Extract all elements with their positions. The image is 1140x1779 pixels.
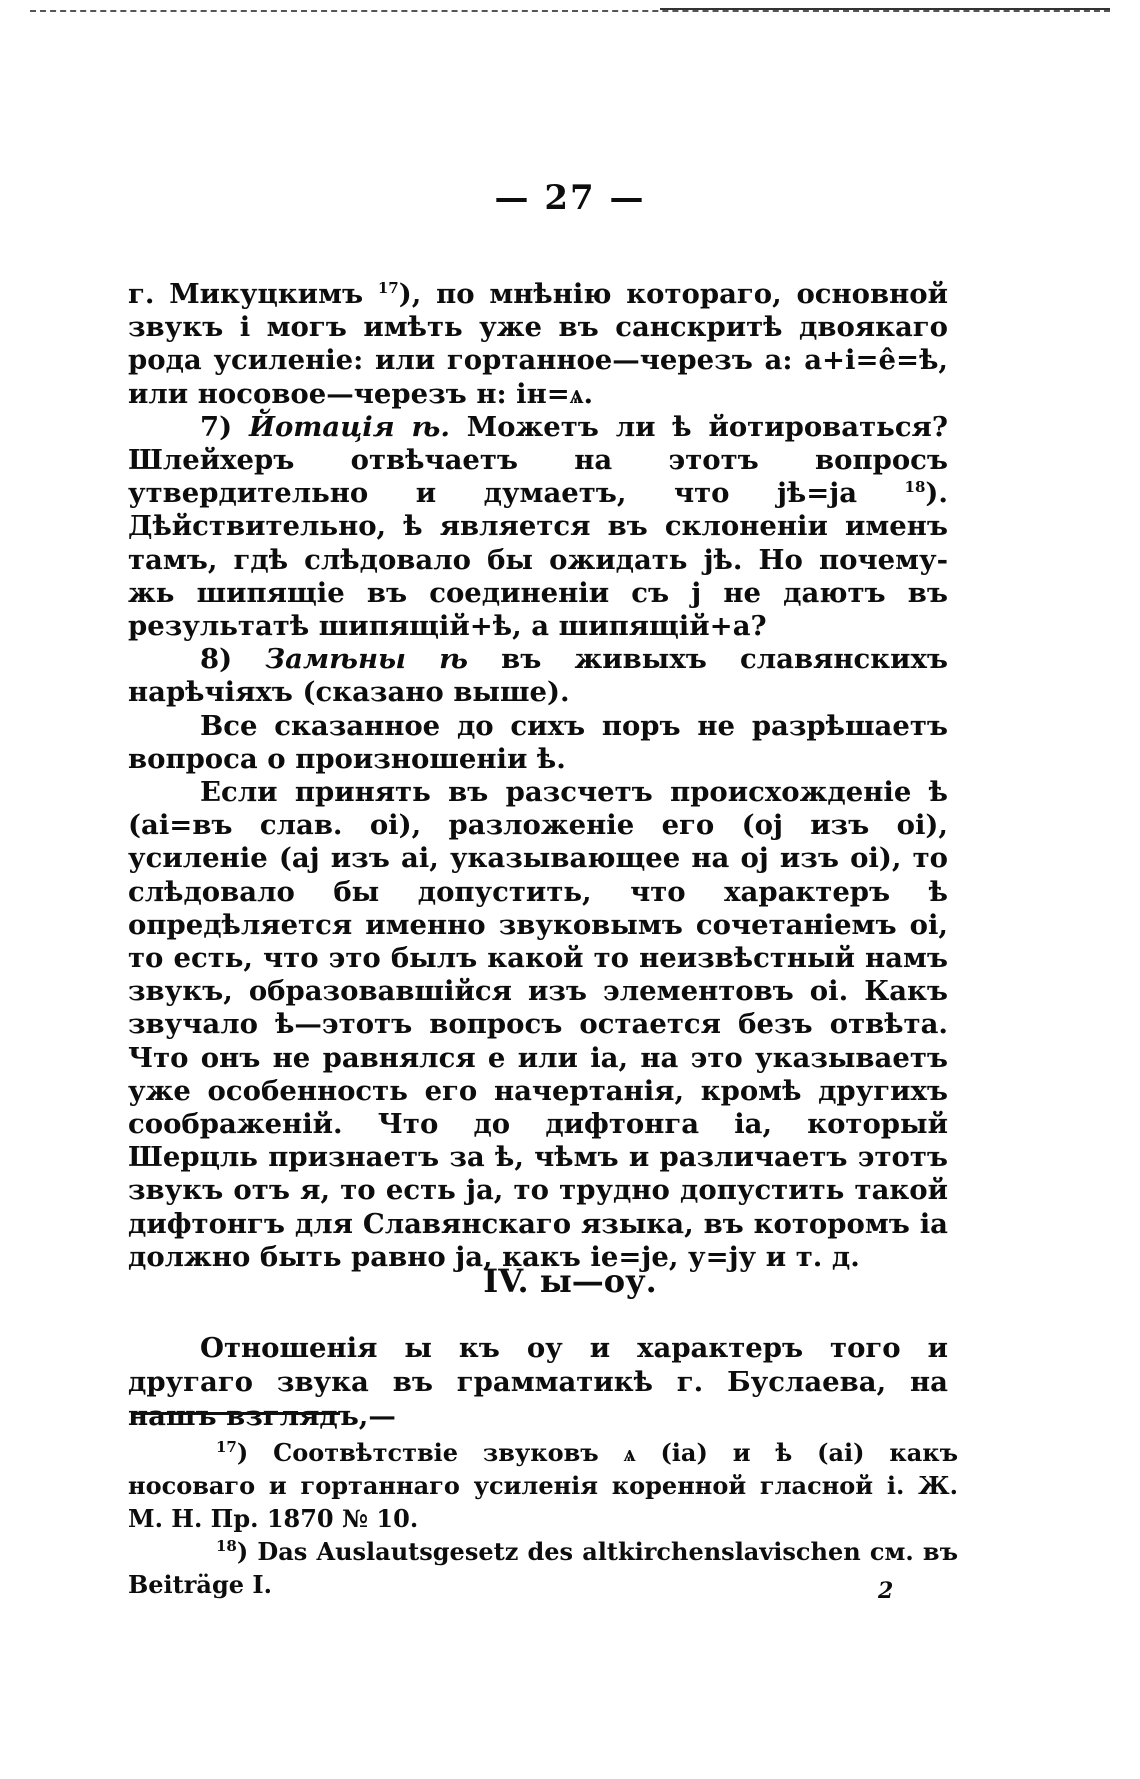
paragraph-continuation: г. Микуцкимъ $^{17}$), по мнѣнію котораго, основной звукъ і могъ имѣть уже въ санскритѣ двоякаго рода усиленіе: или гортанное—черезъ а: а+і=ê=ѣ, или носовое—черезъ н: ін=ѧ.: [128, 278, 949, 410]
top-dashed-rule: [30, 10, 1110, 12]
page-number: — 27 —: [494, 178, 646, 218]
section-heading: IV. ы—оу.: [483, 1262, 657, 1300]
paragraph-analysis: Если принять въ разсчетъ происхожденіе ѣ (аі=въ слав. оі), разложеніе его (оj изъ оі), усиленіе (аj изъ аі, указывающее на оj изъ оі), то слѣдовало бы допустить, что характеръ ѣ опредѣляется именно звуковымъ сочетаніемъ оі, то есть, что это былъ какой то неизвѣстный намъ звукъ, образовавшійся изъ элементовъ оі. Какъ звучало ѣ—этотъ вопросъ остается безъ отвѣта. Что онъ не равнялся е или іа, на это указываетъ уже особенность его начертанія, кромѣ другихъ соображеній. Что до дифтонга іа, который Шерцль признаетъ за ѣ, чѣмъ и различаетъ этотъ звукъ отъ я, то есть jа, то трудно допустить такой дифтонгъ для Славянскаго языка, въ которомъ іа должно быть равно jа, какъ іе=jе, у=jу и т. д.: [128, 776, 948, 1273]
footnotes-block: [128, 1436, 958, 1601]
paragraph-iotation: 7) Йотація ѣ. Можетъ ли ѣ йотироваться? Шлейхеръ отвѣчаетъ на этотъ вопросъ утвердительно и думаетъ, что jѣ=ja $^{18}$). Дѣйствительно, ѣ является въ склоненіи именъ тамъ, гдѣ слѣдовало бы ожидать jѣ. Но почему-жь шипящіе въ соединеніи съ j не даютъ въ результатѣ шипящій+ѣ, а шипящій+а?: [128, 410, 948, 643]
item-title-iotation: Йотація ѣ.: [248, 410, 450, 443]
section-paragraph: Отношенія ы къ оу и характеръ того и другаго звука въ грамматикѣ г. Буслаева, на нашъ взглядъ,—: [128, 1332, 948, 1432]
paragraph-summary: Все сказанное до сихъ поръ не разрѣшаетъ вопроса о произношеніи ѣ.: [128, 709, 948, 775]
footnote-18: $^{18}$) Das Auslautsgesetz des altkirchenslavischen см. въ Beiträge I.: [128, 1537, 958, 1599]
footnote-ref-17[interactable]: 17: [377, 278, 399, 297]
signature-mark: 2: [878, 1578, 894, 1604]
footnote-17: $^{17}$) Соотвѣтствіе звуковъ ѧ (іа) и ѣ (аі) какъ носоваго и гортаннаго усиленія коренной гласной і. Ж. М. Н. Пр. 1870 № 10.: [128, 1438, 958, 1533]
item-title-replacements: Замѣны ѣ: [265, 643, 469, 676]
paragraph-replacements: 8) Замѣны ѣ въ живыхъ славянскихъ нарѣчіяхъ (сказано выше).: [128, 643, 948, 709]
footnote-divider: [135, 1412, 340, 1415]
main-text-block: [128, 278, 948, 1274]
top-solid-rule: [660, 8, 1110, 10]
section-text-block: [128, 1331, 948, 1433]
footnote-ref-18[interactable]: 18: [904, 478, 926, 497]
